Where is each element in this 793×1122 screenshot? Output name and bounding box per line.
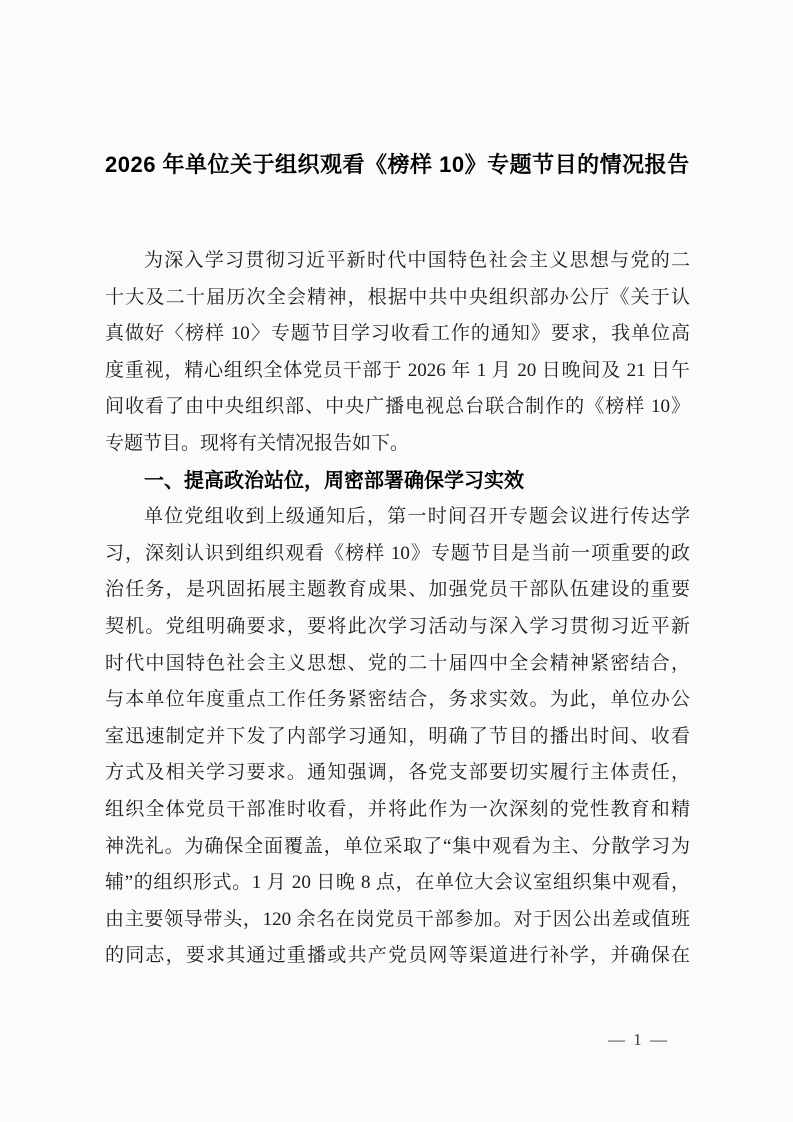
body-text-line: 方式及相关学习要求。通知强调，各党支部要切实履行主体责任， (105, 762, 690, 784)
body-text-line: 与本单位年度重点工作任务紧密结合，务求实效。为此，单位办公 (105, 689, 690, 711)
page-number: — 1 — (608, 1030, 669, 1049)
body-text-line: 度重视，精心组织全体党员干部于 2026 年 1 月 20 日晚间及 21 日午 (105, 359, 690, 381)
body-text-line: 专题节目。现将有关情况报告如下。 (105, 432, 410, 454)
body-text-line: 时代中国特色社会主义思想、党的二十届四中全会精神紧密结合， (105, 652, 690, 674)
body-text-line: 单位党组收到上级通知后，第一时间召开专题会议进行传达学 (144, 506, 690, 528)
body-text-line: 组织全体党员干部准时收看，并将此作为一次深刻的党性教育和精 (105, 798, 690, 820)
body-text-line: 治任务，是巩固拓展主题教育成果、加强党员干部队伍建设的重要 (105, 579, 690, 601)
body-text-line: 习，深刻认识到组织观看《榜样 10》专题节目是当前一项重要的政 (105, 542, 690, 564)
body-text-line: 为深入学习贯彻习近平新时代中国特色社会主义思想与党的二 (144, 250, 690, 271)
body-text-line: 的同志，要求其通过重播或共产党员网等渠道进行补学，并确保在 (105, 945, 690, 967)
body-text-line: 神洗礼。为确保全面覆盖，单位采取了“集中观看为主、分散学习为 (105, 835, 690, 857)
document-title: 2026 年单位关于组织观看《榜样 10》专题节目的情况报告 (105, 152, 690, 177)
body-text-line: 辅”的组织形式。1 月 20 日晚 8 点，在单位大会议室组织集中观看， (105, 872, 690, 894)
body-text-line: 十大及二十届历次全会精神，根据中共中央组织部办公厅《关于认 (105, 286, 690, 308)
body-text-line: 契机。党组明确要求，要将此次学习活动与深入学习贯彻习近平新 (105, 615, 690, 637)
body-text-line: 室迅速制定并下发了内部学习通知，明确了节目的播出时间、收看 (105, 725, 690, 747)
body-text-line: 由主要领导带头，120 余名在岗党员干部参加。对于因公出差或值班 (105, 908, 690, 930)
body-text-line: 间收看了由中央组织部、中央广播电视总台联合制作的《榜样 10》 (105, 396, 690, 418)
document-body (105, 243, 690, 975)
body-text-line: 真做好〈榜样 10〉专题节目学习收看工作的通知》要求，我单位高 (105, 323, 690, 345)
section-heading: 一、提高政治站位，周密部署确保学习实效 (144, 469, 524, 492)
